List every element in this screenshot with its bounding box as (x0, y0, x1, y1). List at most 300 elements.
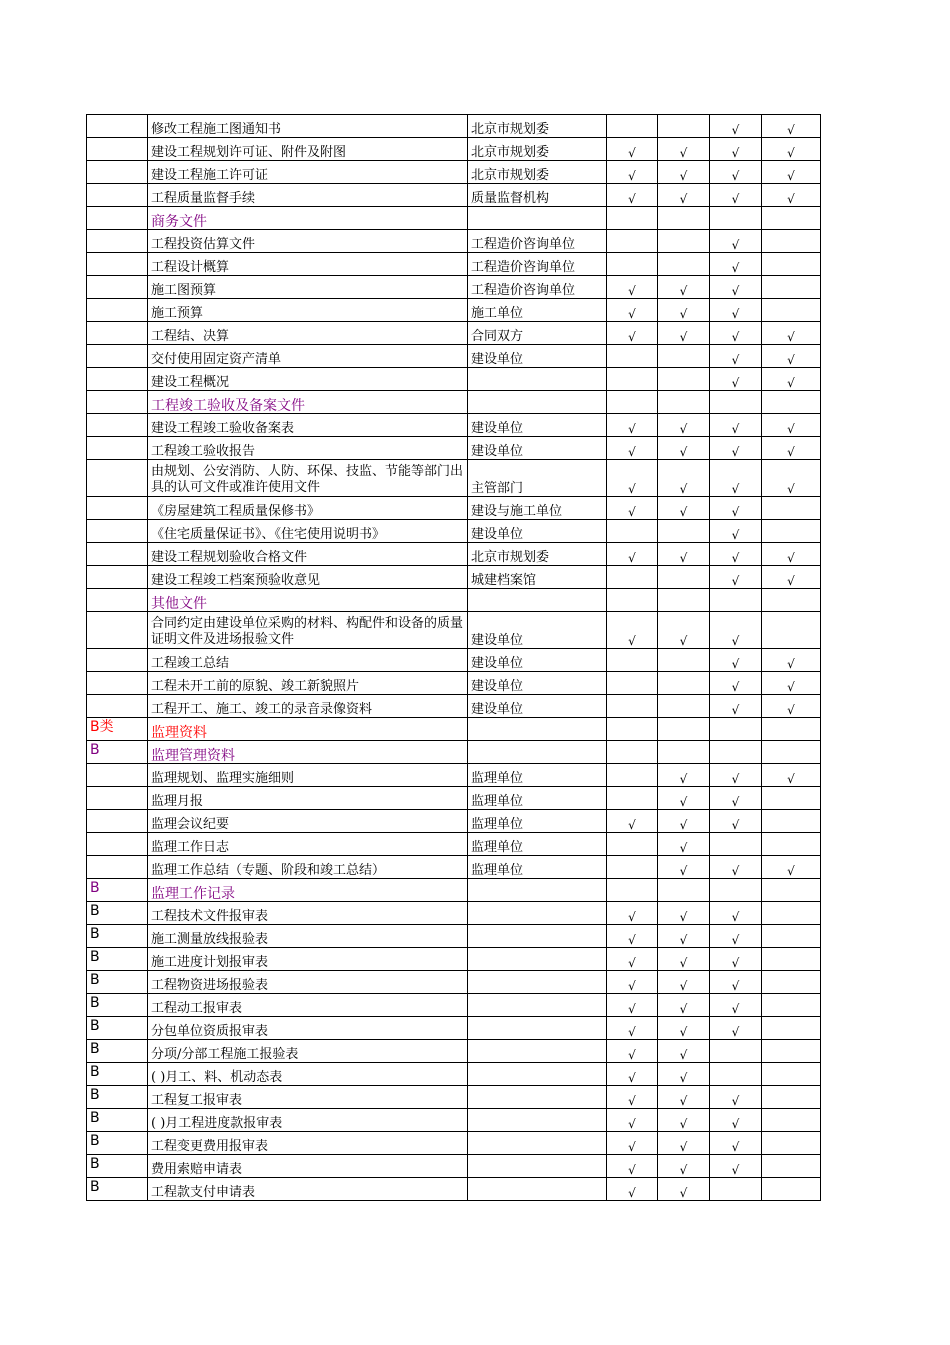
check-mark-cell: √ (607, 184, 658, 207)
check-mark-cell (762, 833, 821, 856)
check-mark-cell (762, 1178, 821, 1201)
check-mark-cell (658, 695, 710, 718)
issuing-unit-cell: 北京市规划委 (468, 161, 607, 184)
check-mark-cell: √ (607, 276, 658, 299)
check-mark-cell: √ (710, 566, 762, 589)
check-mark-cell (762, 718, 821, 741)
check-mark-cell (762, 1155, 821, 1178)
check-mark-cell (607, 833, 658, 856)
category-code-cell (87, 612, 148, 649)
check-mark-cell: √ (710, 520, 762, 543)
check-mark-cell: √ (658, 764, 710, 787)
check-mark-cell: √ (762, 649, 821, 672)
issuing-unit-cell (468, 1155, 607, 1178)
issuing-unit-cell: 建设单位 (468, 649, 607, 672)
check-mark-cell: √ (710, 115, 762, 138)
issuing-unit-cell (468, 1040, 607, 1063)
category-code-cell (87, 787, 148, 810)
section-heading-cell: 监理管理资料 (148, 741, 468, 764)
document-name-cell: 工程竣工总结 (148, 649, 468, 672)
check-mark-cell: √ (607, 161, 658, 184)
category-code-cell (87, 764, 148, 787)
check-mark-cell (710, 741, 762, 764)
check-mark-cell: √ (607, 971, 658, 994)
issuing-unit-cell (468, 994, 607, 1017)
check-mark-cell: √ (607, 1109, 658, 1132)
check-mark-cell (658, 718, 710, 741)
table-row (87, 810, 821, 833)
issuing-unit-cell (468, 1086, 607, 1109)
check-mark-cell: √ (607, 1017, 658, 1040)
issuing-unit-cell: 监理单位 (468, 787, 607, 810)
category-code-cell: B (87, 741, 148, 764)
issuing-unit-cell (468, 971, 607, 994)
issuing-unit-cell: 建设单位 (468, 520, 607, 543)
category-code-cell (87, 345, 148, 368)
category-code-cell: B (87, 1086, 148, 1109)
section-heading-cell: 商务文件 (148, 207, 468, 230)
table-row (87, 1178, 821, 1201)
issuing-unit-cell (468, 718, 607, 741)
document-name-cell: 工程竣工验收报告 (148, 437, 468, 460)
check-mark-cell (762, 612, 821, 649)
table-row (87, 543, 821, 566)
check-mark-cell: √ (607, 138, 658, 161)
table-row (87, 345, 821, 368)
check-mark-cell: √ (710, 994, 762, 1017)
check-mark-cell (762, 787, 821, 810)
issuing-unit-cell (468, 1178, 607, 1201)
table-row (87, 276, 821, 299)
check-mark-cell: √ (710, 764, 762, 787)
document-name-cell: 施工进度计划报审表 (148, 948, 468, 971)
check-mark-cell (762, 948, 821, 971)
check-mark-cell: √ (658, 902, 710, 925)
check-mark-cell: √ (762, 184, 821, 207)
table-row (87, 1155, 821, 1178)
category-code-cell (87, 520, 148, 543)
table-row (87, 1086, 821, 1109)
check-mark-cell: √ (607, 612, 658, 649)
table-row (87, 948, 821, 971)
check-mark-cell: √ (658, 299, 710, 322)
check-mark-cell: √ (658, 460, 710, 497)
table-row (87, 460, 821, 497)
check-mark-cell: √ (710, 649, 762, 672)
check-mark-cell: √ (710, 543, 762, 566)
check-mark-cell: √ (607, 299, 658, 322)
check-mark-cell: √ (710, 856, 762, 879)
issuing-unit-cell (468, 879, 607, 902)
check-mark-cell (762, 589, 821, 612)
check-mark-cell (607, 879, 658, 902)
table-row (87, 764, 821, 787)
document-name-cell: 施工预算 (148, 299, 468, 322)
check-mark-cell: √ (762, 566, 821, 589)
check-mark-cell: √ (710, 368, 762, 391)
check-mark-cell: √ (658, 925, 710, 948)
check-mark-cell (710, 833, 762, 856)
check-mark-cell (607, 856, 658, 879)
check-mark-cell: √ (658, 833, 710, 856)
issuing-unit-cell (468, 948, 607, 971)
issuing-unit-cell (468, 368, 607, 391)
check-mark-cell: √ (658, 856, 710, 879)
check-mark-cell: √ (710, 437, 762, 460)
category-code-cell (87, 138, 148, 161)
document-name-cell: 工程开工、施工、竣工的录音录像资料 (148, 695, 468, 718)
check-mark-cell: √ (658, 971, 710, 994)
check-mark-cell: √ (658, 437, 710, 460)
check-mark-cell (762, 391, 821, 414)
check-mark-cell: √ (762, 368, 821, 391)
document-name-cell: 分项/分部工程施工报验表 (148, 1040, 468, 1063)
category-code-cell: B (87, 902, 148, 925)
table-row (87, 971, 821, 994)
check-mark-cell (607, 368, 658, 391)
check-mark-cell: √ (762, 672, 821, 695)
check-mark-cell: √ (607, 497, 658, 520)
check-mark-cell (658, 589, 710, 612)
check-mark-cell: √ (762, 437, 821, 460)
document-name-cell: 工程技术文件报审表 (148, 902, 468, 925)
table-row (87, 437, 821, 460)
check-mark-cell: √ (710, 695, 762, 718)
check-mark-cell (762, 299, 821, 322)
check-mark-cell (658, 345, 710, 368)
check-mark-cell: √ (658, 1017, 710, 1040)
check-mark-cell: √ (658, 810, 710, 833)
check-mark-cell (658, 368, 710, 391)
check-mark-cell: √ (710, 1017, 762, 1040)
check-mark-cell: √ (710, 345, 762, 368)
issuing-unit-cell (468, 1063, 607, 1086)
check-mark-cell (658, 566, 710, 589)
issuing-unit-cell: 建设与施工单位 (468, 497, 607, 520)
category-code-cell: B (87, 1040, 148, 1063)
check-mark-cell: √ (710, 810, 762, 833)
category-code-cell (87, 207, 148, 230)
check-mark-cell: √ (658, 1132, 710, 1155)
check-mark-cell (762, 276, 821, 299)
check-mark-cell (658, 741, 710, 764)
check-mark-cell: √ (658, 414, 710, 437)
check-mark-cell: √ (762, 856, 821, 879)
document-name-cell: 工程设计概算 (148, 253, 468, 276)
issuing-unit-cell: 建设单位 (468, 612, 607, 649)
check-mark-cell (658, 391, 710, 414)
document-name-cell: 监理工作总结（专题、阶段和竣工总结） (148, 856, 468, 879)
table-row (87, 184, 821, 207)
document-name-cell: 监理月报 (148, 787, 468, 810)
issuing-unit-cell: 监理单位 (468, 764, 607, 787)
check-mark-cell: √ (658, 184, 710, 207)
check-mark-cell (762, 1040, 821, 1063)
check-mark-cell (762, 925, 821, 948)
check-mark-cell: √ (710, 971, 762, 994)
check-mark-cell (658, 230, 710, 253)
check-mark-cell (658, 879, 710, 902)
document-name-cell: 工程动工报审表 (148, 994, 468, 1017)
check-mark-cell: √ (607, 414, 658, 437)
check-mark-cell: √ (658, 994, 710, 1017)
check-mark-cell: √ (710, 1132, 762, 1155)
check-mark-cell: √ (607, 543, 658, 566)
check-mark-cell: √ (658, 612, 710, 649)
check-mark-cell: √ (658, 948, 710, 971)
document-name-cell: 修改工程施工图通知书 (148, 115, 468, 138)
check-mark-cell (710, 207, 762, 230)
table-row (87, 207, 821, 230)
check-mark-cell (710, 718, 762, 741)
check-mark-cell: √ (658, 1155, 710, 1178)
category-code-cell (87, 672, 148, 695)
issuing-unit-cell: 建设单位 (468, 695, 607, 718)
check-mark-cell (762, 230, 821, 253)
check-mark-cell: √ (710, 299, 762, 322)
check-mark-cell (710, 1063, 762, 1086)
check-mark-cell: √ (710, 138, 762, 161)
check-mark-cell: √ (710, 161, 762, 184)
document-name-cell: 由规划、公安消防、人防、环保、技监、节能等部门出具的认可文件或准许使用文件 (148, 460, 468, 497)
check-mark-cell: √ (710, 925, 762, 948)
issuing-unit-cell: 北京市规划委 (468, 138, 607, 161)
check-mark-cell: √ (710, 672, 762, 695)
issuing-unit-cell: 工程造价咨询单位 (468, 276, 607, 299)
table-row (87, 856, 821, 879)
issuing-unit-cell: 建设单位 (468, 414, 607, 437)
check-mark-cell: √ (710, 230, 762, 253)
category-code-cell: B (87, 1109, 148, 1132)
document-name-cell: 合同约定由建设单位采购的材料、构配件和设备的质量证明文件及进场报验文件 (148, 612, 468, 649)
category-code-cell (87, 299, 148, 322)
check-mark-cell (762, 1017, 821, 1040)
issuing-unit-cell (468, 1132, 607, 1155)
issuing-unit-cell (468, 902, 607, 925)
table-row (87, 879, 821, 902)
table-row (87, 925, 821, 948)
section-heading-cell: 其他文件 (148, 589, 468, 612)
check-mark-cell (658, 253, 710, 276)
category-code-cell (87, 856, 148, 879)
check-mark-cell (762, 741, 821, 764)
category-code-cell: B (87, 994, 148, 1017)
check-mark-cell (607, 566, 658, 589)
document-name-cell: 建设工程规划验收合格文件 (148, 543, 468, 566)
category-code-cell (87, 437, 148, 460)
issuing-unit-cell: 建设单位 (468, 437, 607, 460)
document-name-cell: 《住宅质量保证书》、《住宅使用说明书》 (148, 520, 468, 543)
check-mark-cell: √ (710, 460, 762, 497)
table-row (87, 391, 821, 414)
table-row (87, 414, 821, 437)
table-row (87, 994, 821, 1017)
issuing-unit-cell (468, 925, 607, 948)
check-mark-cell: √ (762, 764, 821, 787)
check-mark-cell: √ (762, 460, 821, 497)
category-code-cell (87, 276, 148, 299)
check-mark-cell: √ (762, 115, 821, 138)
table-row (87, 589, 821, 612)
category-code-cell: B (87, 925, 148, 948)
category-code-cell (87, 253, 148, 276)
check-mark-cell (607, 115, 658, 138)
table-row (87, 787, 821, 810)
category-code-cell (87, 184, 148, 207)
document-name-cell: 监理工作日志 (148, 833, 468, 856)
document-name-cell: 工程变更费用报审表 (148, 1132, 468, 1155)
category-code-cell (87, 460, 148, 497)
check-mark-cell: √ (710, 184, 762, 207)
check-mark-cell: √ (658, 1178, 710, 1201)
check-mark-cell (762, 207, 821, 230)
issuing-unit-cell: 监理单位 (468, 856, 607, 879)
check-mark-cell (607, 695, 658, 718)
category-code-cell: B (87, 1132, 148, 1155)
document-name-cell: 建设工程规划许可证、附件及附图 (148, 138, 468, 161)
issuing-unit-cell (468, 1017, 607, 1040)
check-mark-cell (710, 1178, 762, 1201)
document-name-cell: 施工测量放线报验表 (148, 925, 468, 948)
check-mark-cell: √ (710, 787, 762, 810)
document-name-cell: 监理规划、监理实施细则 (148, 764, 468, 787)
check-mark-cell (762, 994, 821, 1017)
check-mark-cell: √ (607, 1178, 658, 1201)
document-name-cell: ( )月工、料、机动态表 (148, 1063, 468, 1086)
check-mark-cell (762, 902, 821, 925)
category-code-cell (87, 497, 148, 520)
check-mark-cell: √ (607, 948, 658, 971)
check-mark-cell: √ (607, 1155, 658, 1178)
check-mark-cell (607, 230, 658, 253)
archive-table (86, 114, 821, 1201)
check-mark-cell: √ (658, 1063, 710, 1086)
check-mark-cell: √ (658, 543, 710, 566)
check-mark-cell: √ (607, 1040, 658, 1063)
check-mark-cell (762, 520, 821, 543)
check-mark-cell (710, 589, 762, 612)
document-name-cell: 工程款支付申请表 (148, 1178, 468, 1201)
category-code-cell: B (87, 879, 148, 902)
issuing-unit-cell: 北京市规划委 (468, 543, 607, 566)
table-row (87, 695, 821, 718)
check-mark-cell: √ (762, 414, 821, 437)
category-code-cell (87, 230, 148, 253)
issuing-unit-cell: 质量监督机构 (468, 184, 607, 207)
issuing-unit-cell: 工程造价咨询单位 (468, 253, 607, 276)
check-mark-cell: √ (658, 497, 710, 520)
check-mark-cell: √ (607, 925, 658, 948)
table-row (87, 833, 821, 856)
document-name-cell: 费用索赔申请表 (148, 1155, 468, 1178)
check-mark-cell: √ (710, 497, 762, 520)
section-heading-cell: 工程竣工验收及备案文件 (148, 391, 468, 414)
check-mark-cell (607, 253, 658, 276)
check-mark-cell (762, 1132, 821, 1155)
table-row (87, 612, 821, 649)
table-row (87, 1063, 821, 1086)
check-mark-cell (762, 1109, 821, 1132)
issuing-unit-cell (468, 589, 607, 612)
section-heading-cell: 监理工作记录 (148, 879, 468, 902)
category-code-cell (87, 322, 148, 345)
check-mark-cell (710, 391, 762, 414)
table-row (87, 497, 821, 520)
category-code-cell: B (87, 1063, 148, 1086)
document-name-cell: ( )月工程进度款报审表 (148, 1109, 468, 1132)
category-code-cell (87, 649, 148, 672)
check-mark-cell: √ (762, 543, 821, 566)
issuing-unit-cell: 城建档案馆 (468, 566, 607, 589)
document-name-cell: 交付使用固定资产清单 (148, 345, 468, 368)
check-mark-cell (658, 207, 710, 230)
category-code-cell: B类 (87, 718, 148, 741)
check-mark-cell (762, 1086, 821, 1109)
check-mark-cell: √ (710, 1109, 762, 1132)
check-mark-cell (607, 589, 658, 612)
check-mark-cell: √ (710, 612, 762, 649)
category-code-cell: B (87, 1178, 148, 1201)
document-name-cell: 建设工程概况 (148, 368, 468, 391)
check-mark-cell: √ (710, 1086, 762, 1109)
category-code-cell (87, 391, 148, 414)
check-mark-cell: √ (658, 1109, 710, 1132)
check-mark-cell (762, 879, 821, 902)
document-name-cell: 《房屋建筑工程质量保修书》 (148, 497, 468, 520)
document-name-cell: 工程质量监督手续 (148, 184, 468, 207)
table-row (87, 161, 821, 184)
check-mark-cell: √ (607, 437, 658, 460)
check-mark-cell (658, 649, 710, 672)
table-row (87, 299, 821, 322)
table-row (87, 1040, 821, 1063)
table-row (87, 1017, 821, 1040)
check-mark-cell: √ (658, 787, 710, 810)
issuing-unit-cell: 建设单位 (468, 672, 607, 695)
table-row (87, 741, 821, 764)
check-mark-cell (658, 115, 710, 138)
check-mark-cell: √ (710, 414, 762, 437)
issuing-unit-cell: 施工单位 (468, 299, 607, 322)
check-mark-cell: √ (762, 138, 821, 161)
document-name-cell: 施工图预算 (148, 276, 468, 299)
table-row (87, 1132, 821, 1155)
check-mark-cell (710, 879, 762, 902)
document-name-cell: 建设工程施工许可证 (148, 161, 468, 184)
document-name-cell: 建设工程竣工验收备案表 (148, 414, 468, 437)
check-mark-cell: √ (762, 322, 821, 345)
check-mark-cell: √ (658, 138, 710, 161)
check-mark-cell (607, 764, 658, 787)
category-code-cell (87, 695, 148, 718)
issuing-unit-cell: 建设单位 (468, 345, 607, 368)
category-code-cell (87, 414, 148, 437)
category-code-cell: B (87, 1017, 148, 1040)
check-mark-cell (607, 391, 658, 414)
check-mark-cell: √ (607, 1063, 658, 1086)
check-mark-cell (762, 1063, 821, 1086)
category-code-cell: B (87, 1155, 148, 1178)
table-row (87, 368, 821, 391)
check-mark-cell (607, 649, 658, 672)
category-code-cell (87, 161, 148, 184)
check-mark-cell: √ (710, 276, 762, 299)
check-mark-cell (762, 497, 821, 520)
category-code-cell (87, 566, 148, 589)
check-mark-cell (710, 1040, 762, 1063)
table-row (87, 322, 821, 345)
table-row (87, 1109, 821, 1132)
